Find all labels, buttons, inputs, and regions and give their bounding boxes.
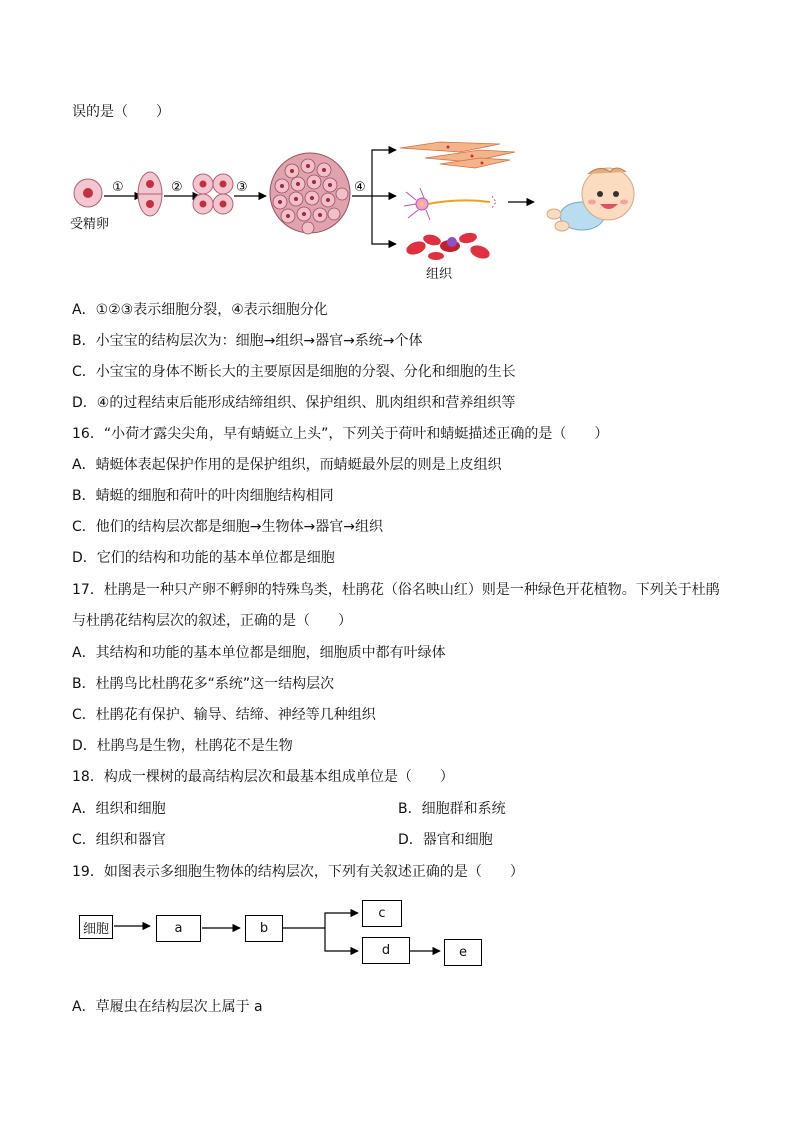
q16-option-c: C．他们的结构层次都是细胞→生物体→器官→组织 bbox=[72, 519, 383, 535]
q18-option-c: C．组织和器官 bbox=[72, 832, 166, 848]
box-b: b bbox=[245, 915, 283, 942]
step-2-label: ② bbox=[171, 180, 183, 195]
q15-option-a: A．①②③表示细胞分裂，④表示细胞分化 bbox=[72, 302, 328, 318]
q17-option-a: A．其结构和功能的基本单位都是细胞，细胞质中都有叶绿体 bbox=[72, 645, 446, 661]
two-cell-stage-icon bbox=[138, 172, 162, 216]
q18-option-d: D．器官和细胞 bbox=[398, 832, 493, 848]
q17-stem-line2: 与杜鹃花结构层次的叙述，正确的是（ ） bbox=[72, 613, 352, 629]
cell-mass-icon bbox=[270, 153, 350, 234]
box-e: e bbox=[444, 939, 482, 966]
step-4-label: ④ bbox=[354, 180, 366, 195]
step-3-label: ③ bbox=[236, 180, 248, 195]
q19-option-a: A．草履虫在结构层次上属于 a bbox=[72, 999, 263, 1015]
q15-option-c: C．小宝宝的身体不断长大的主要原因是细胞的分裂、分化和细胞的生长 bbox=[72, 364, 516, 380]
baby-icon bbox=[547, 168, 634, 231]
q16-option-a: A．蜻蜓体表起保护作用的是保护组织，而蜻蜓最外层的则是上皮组织 bbox=[72, 457, 502, 473]
q15-option-b: B．小宝宝的结构层次为：细胞→组织→器官→系统→个体 bbox=[72, 333, 423, 349]
muscle-tissue-icon bbox=[400, 142, 515, 168]
q16-option-d: D．它们的结构和功能的基本单位都是细胞 bbox=[72, 550, 335, 566]
q19-stem: 19．如图表示多细胞生物体的结构层次，下列有关叙述正确的是（ ） bbox=[72, 864, 524, 880]
four-cell-stage-icon bbox=[193, 174, 233, 214]
step-1-label: ① bbox=[112, 180, 124, 195]
tissue-label: 组织 bbox=[426, 267, 453, 282]
cell-development-figure bbox=[60, 136, 640, 286]
q18-option-a: A．组织和细胞 bbox=[72, 801, 166, 817]
q16-stem: 16．“小荷才露尖尖角，早有蜻蜓立上头”，下列关于荷叶和蜻蜓描述正确的是（ ） bbox=[72, 426, 609, 442]
q17-option-c: C．杜鹃花有保护、输导、结缔、神经等几种组织 bbox=[72, 707, 376, 723]
q17-option-b: B．杜鹃鸟比杜鹃花多“系统”这一结构层次 bbox=[72, 676, 335, 692]
q15-stem-tail: 误的是（ ） bbox=[72, 104, 170, 120]
fertilized-egg-label: 受精卵 bbox=[70, 217, 110, 232]
box-c: c bbox=[362, 900, 402, 927]
box-d: d bbox=[362, 937, 410, 964]
nerve-cell-icon bbox=[404, 188, 496, 220]
q18-stem: 18．构成一棵树的最高结构层次和最基本组成单位是（ ） bbox=[72, 769, 454, 785]
q17-stem-line1: 17．杜鹃是一种只产卵不孵卵的特殊鸟类，杜鹃花（俗名映山红）则是一种绿色开花植物。下列关于杜鹃 bbox=[72, 582, 720, 598]
blood-tissue-icon bbox=[405, 232, 492, 262]
q15-option-d: D．④的过程结束后能形成结缔组织、保护组织、肌肉组织和营养组织等 bbox=[72, 395, 516, 411]
box-a: a bbox=[156, 915, 201, 942]
fertilized-egg-icon bbox=[74, 179, 102, 207]
q17-option-d: D．杜鹃鸟是生物，杜鹃花不是生物 bbox=[72, 738, 293, 754]
q18-option-b: B．细胞群和系统 bbox=[398, 801, 506, 817]
q16-option-b: B．蜻蜓的细胞和荷叶的叶肉细胞结构相同 bbox=[72, 488, 334, 504]
cell-box: 细胞 bbox=[79, 915, 113, 939]
